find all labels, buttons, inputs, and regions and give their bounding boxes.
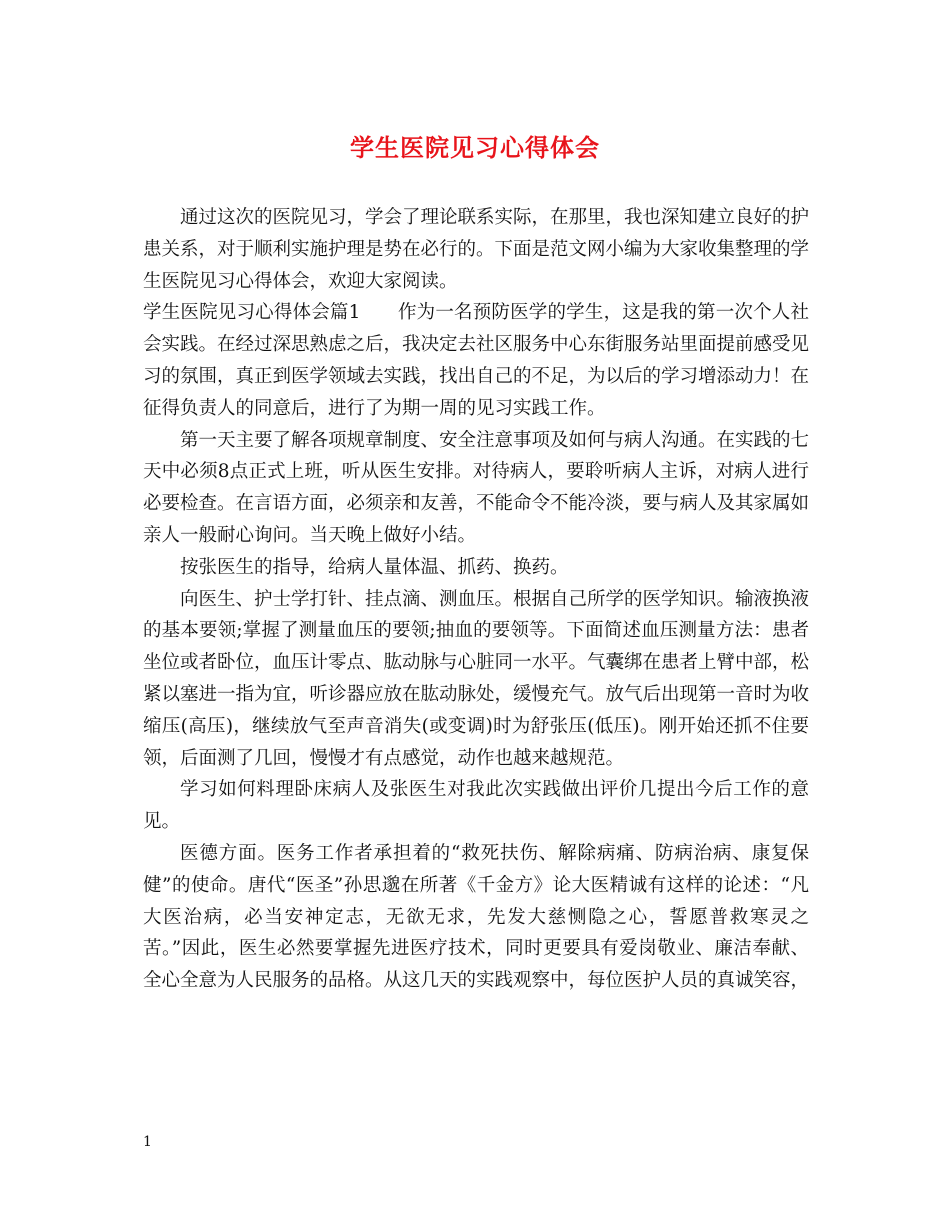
paragraph: 第一天主要了解各项规章制度、安全注意事项及如何与病人沟通。在实践的七天中必须8点正式上班，听从医生安排。对待病人，要聆听病人主诉，对病人进行必要检查。在言语方面，必须亲和友善，不能命令不能冷淡，要与病人及其家属如亲人一般耐心询问。当天晚上做好小结。 xyxy=(143,429,810,546)
document-title: 学生医院见习心得体会 xyxy=(350,133,600,162)
paragraph: 通过这次的医院见习，学会了理论联系实际，在那里，我也深知建立良好的护患关系，对于顺利实施护理是势在必行的。下面是范文网小编为大家收集整理的学生医院见习心得体会，欢迎大家阅读。 xyxy=(143,207,810,292)
page-number: 1 xyxy=(143,1134,152,1150)
paragraph: 学生医院见习心得体会篇1 作为一名预防医学的学生，这是我的第一次个人社会实践。在经过深思熟虑之后，我决定去社区服务中心东街服务站里面提前感受见习的氛围，真正到医学领域去实践，找出自己的不足，为以后的学习增添动力！在征得负责人的同意后，进行了为期一周的见习实践工作。 xyxy=(143,302,810,419)
paragraph: 向医生、护士学打针、挂点滴、测血压。根据自己所学的医学知识。输液换液的基本要领;掌握了测量血压的要领;抽血的要领等。下面简述血压测量方法：患者坐位或者卧位，血压计零点、肱动脉与心脏同一水平。气囊绑在患者上臂中部，松紧以塞进一指为宜，听诊器应放在肱动脉处，缓慢充气。放气后出现第一音时为收缩压(高压)，继续放气至声音消失(或变调)时为舒张压(低压)。刚开始还抓不住要领，后面测了几回，慢慢才有点感觉，动作也越来越规范。 xyxy=(143,588,810,769)
paragraph: 医德方面。医务工作者承担着的“救死扶伤、解除病痛、防病治病、康复保健”的使命。唐代“医圣”孙思邈在所著《千金方》论大医精诚有这样的论述：“凡大医治病，必当安神定志，无欲无求，先发大慈恻隐之心，誓愿普救寒灵之苦。”因此，医生必然要掌握先进医疗技术，同时更要具有爱岗敬业、廉洁奉献、全心全意为人民服务的品格。从这几天的实践观察中，每位医护人员的真诚笑容， xyxy=(143,842,810,992)
paragraph: 按张医生的指导，给病人量体温、抓药、换药。 xyxy=(180,556,569,578)
document-body xyxy=(143,202,809,997)
paragraph: 学习如何料理卧床病人及张医生对我此次实践做出评价几提出今后工作的意见。 xyxy=(143,779,809,833)
